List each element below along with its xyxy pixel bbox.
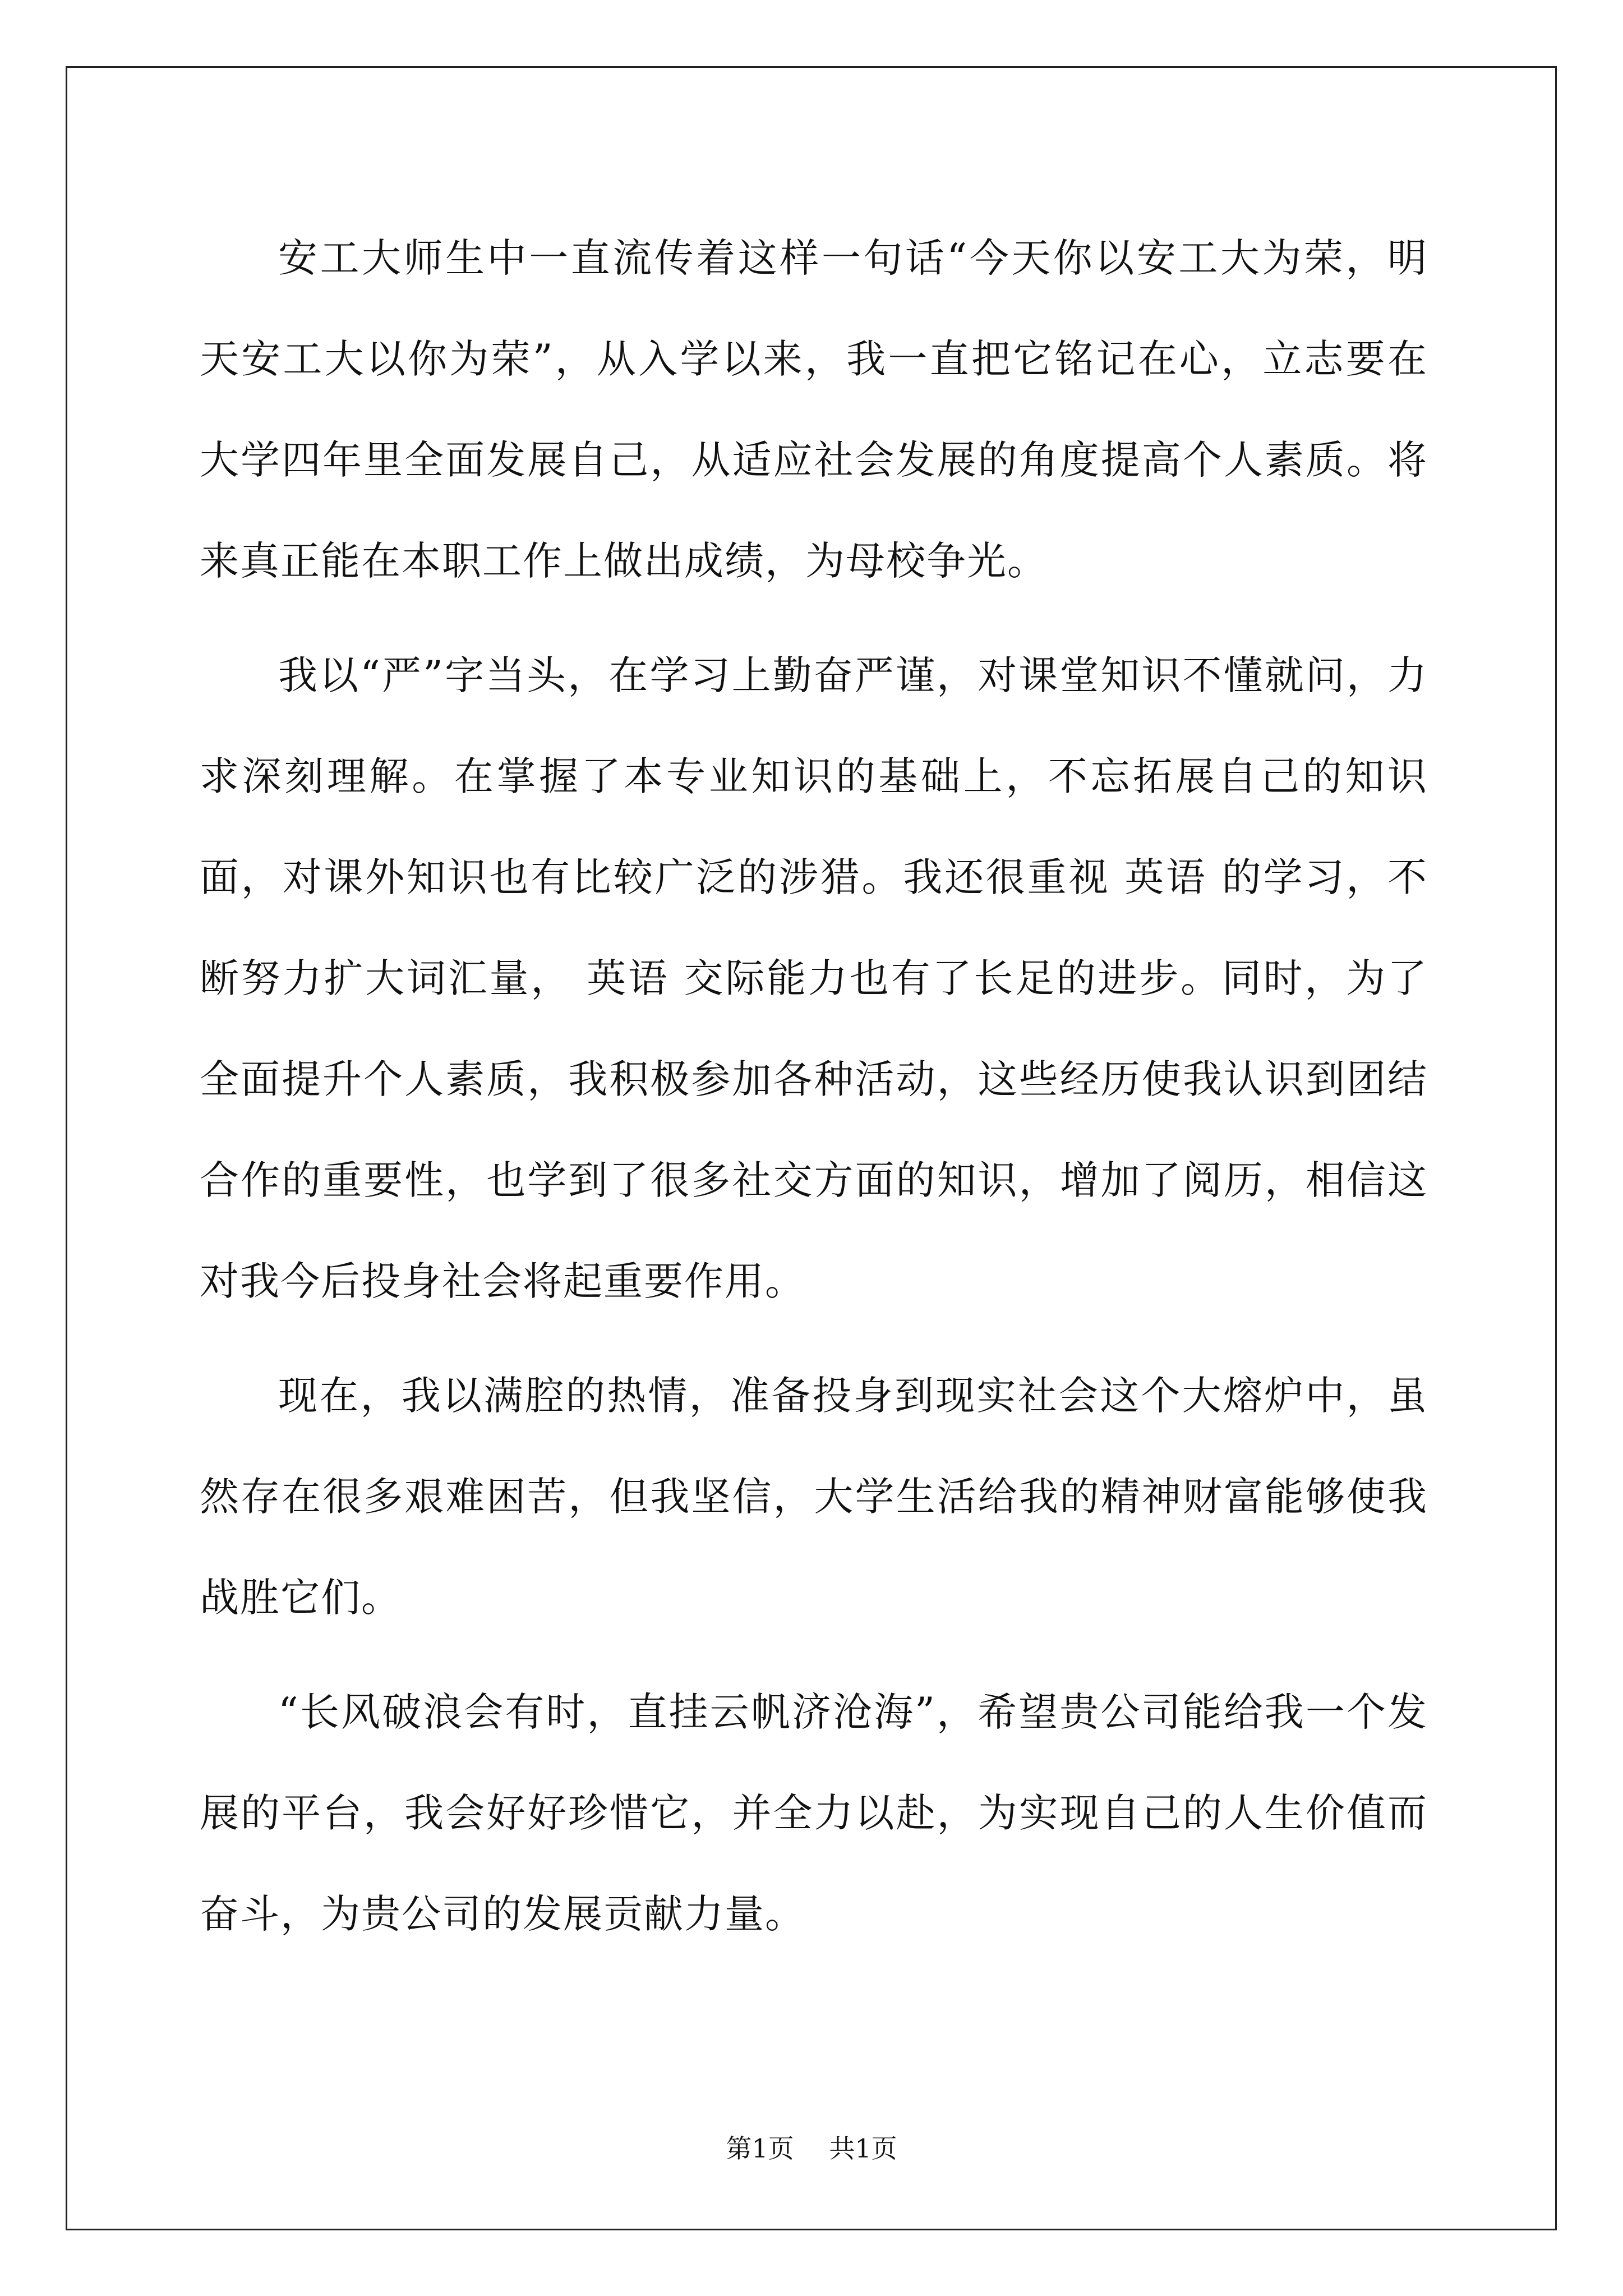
document-body [200,208,1428,1978]
paragraph-4: “长风破浪会有时，直挂云帆济沧海”，希望贵公司能给我一个发展的平台，我会好好珍惜它，并全力以赴，为实现自己的人生价值而奋斗，为贵公司的发展贡献力量。 [200,1689,1428,1937]
paragraph-2: 我以“严”字当头，在学习上勤奋严谨，对课堂知识不懂就问，力求深刻理解。在掌握了本专业知识的基础上，不忘拓展自己的知识面，对课外知识也有比较广泛的涉猎。我还很重视 英语 的学习，不断努力扩大词汇量， 英语 交际能力也有了长足的进步。同时，为了全面提升个人素质，我积极参加各种活动，这些经历使我认识到团结合作的重要性，也学到了很多社交方面的知识，增加了阅历，相信这对我今后投身社会将起重要作用。 [200,652,1428,1304]
paragraph-3: 现在，我以满腔的热情，准备投身到现实社会这个大熔炉中，虽然存在很多艰难困苦，但我坚信，大学生活给我的精神财富能够使我战胜它们。 [200,1373,1428,1621]
paragraph-1: 安工大师生中一直流传着这样一句话“今天你以安工大为荣，明天安工大以你为荣”，从入学以来，我一直把它铭记在心，立志要在大学四年里全面发展自己，从适应社会发展的角度提高个人素质。将来真正能在本职工作上做出成绩，为母校争光。 [200,235,1428,584]
page-footer [0,2132,1623,2165]
page-number: 第1页 [726,2133,794,2164]
page-total: 共1页 [829,2133,897,2164]
